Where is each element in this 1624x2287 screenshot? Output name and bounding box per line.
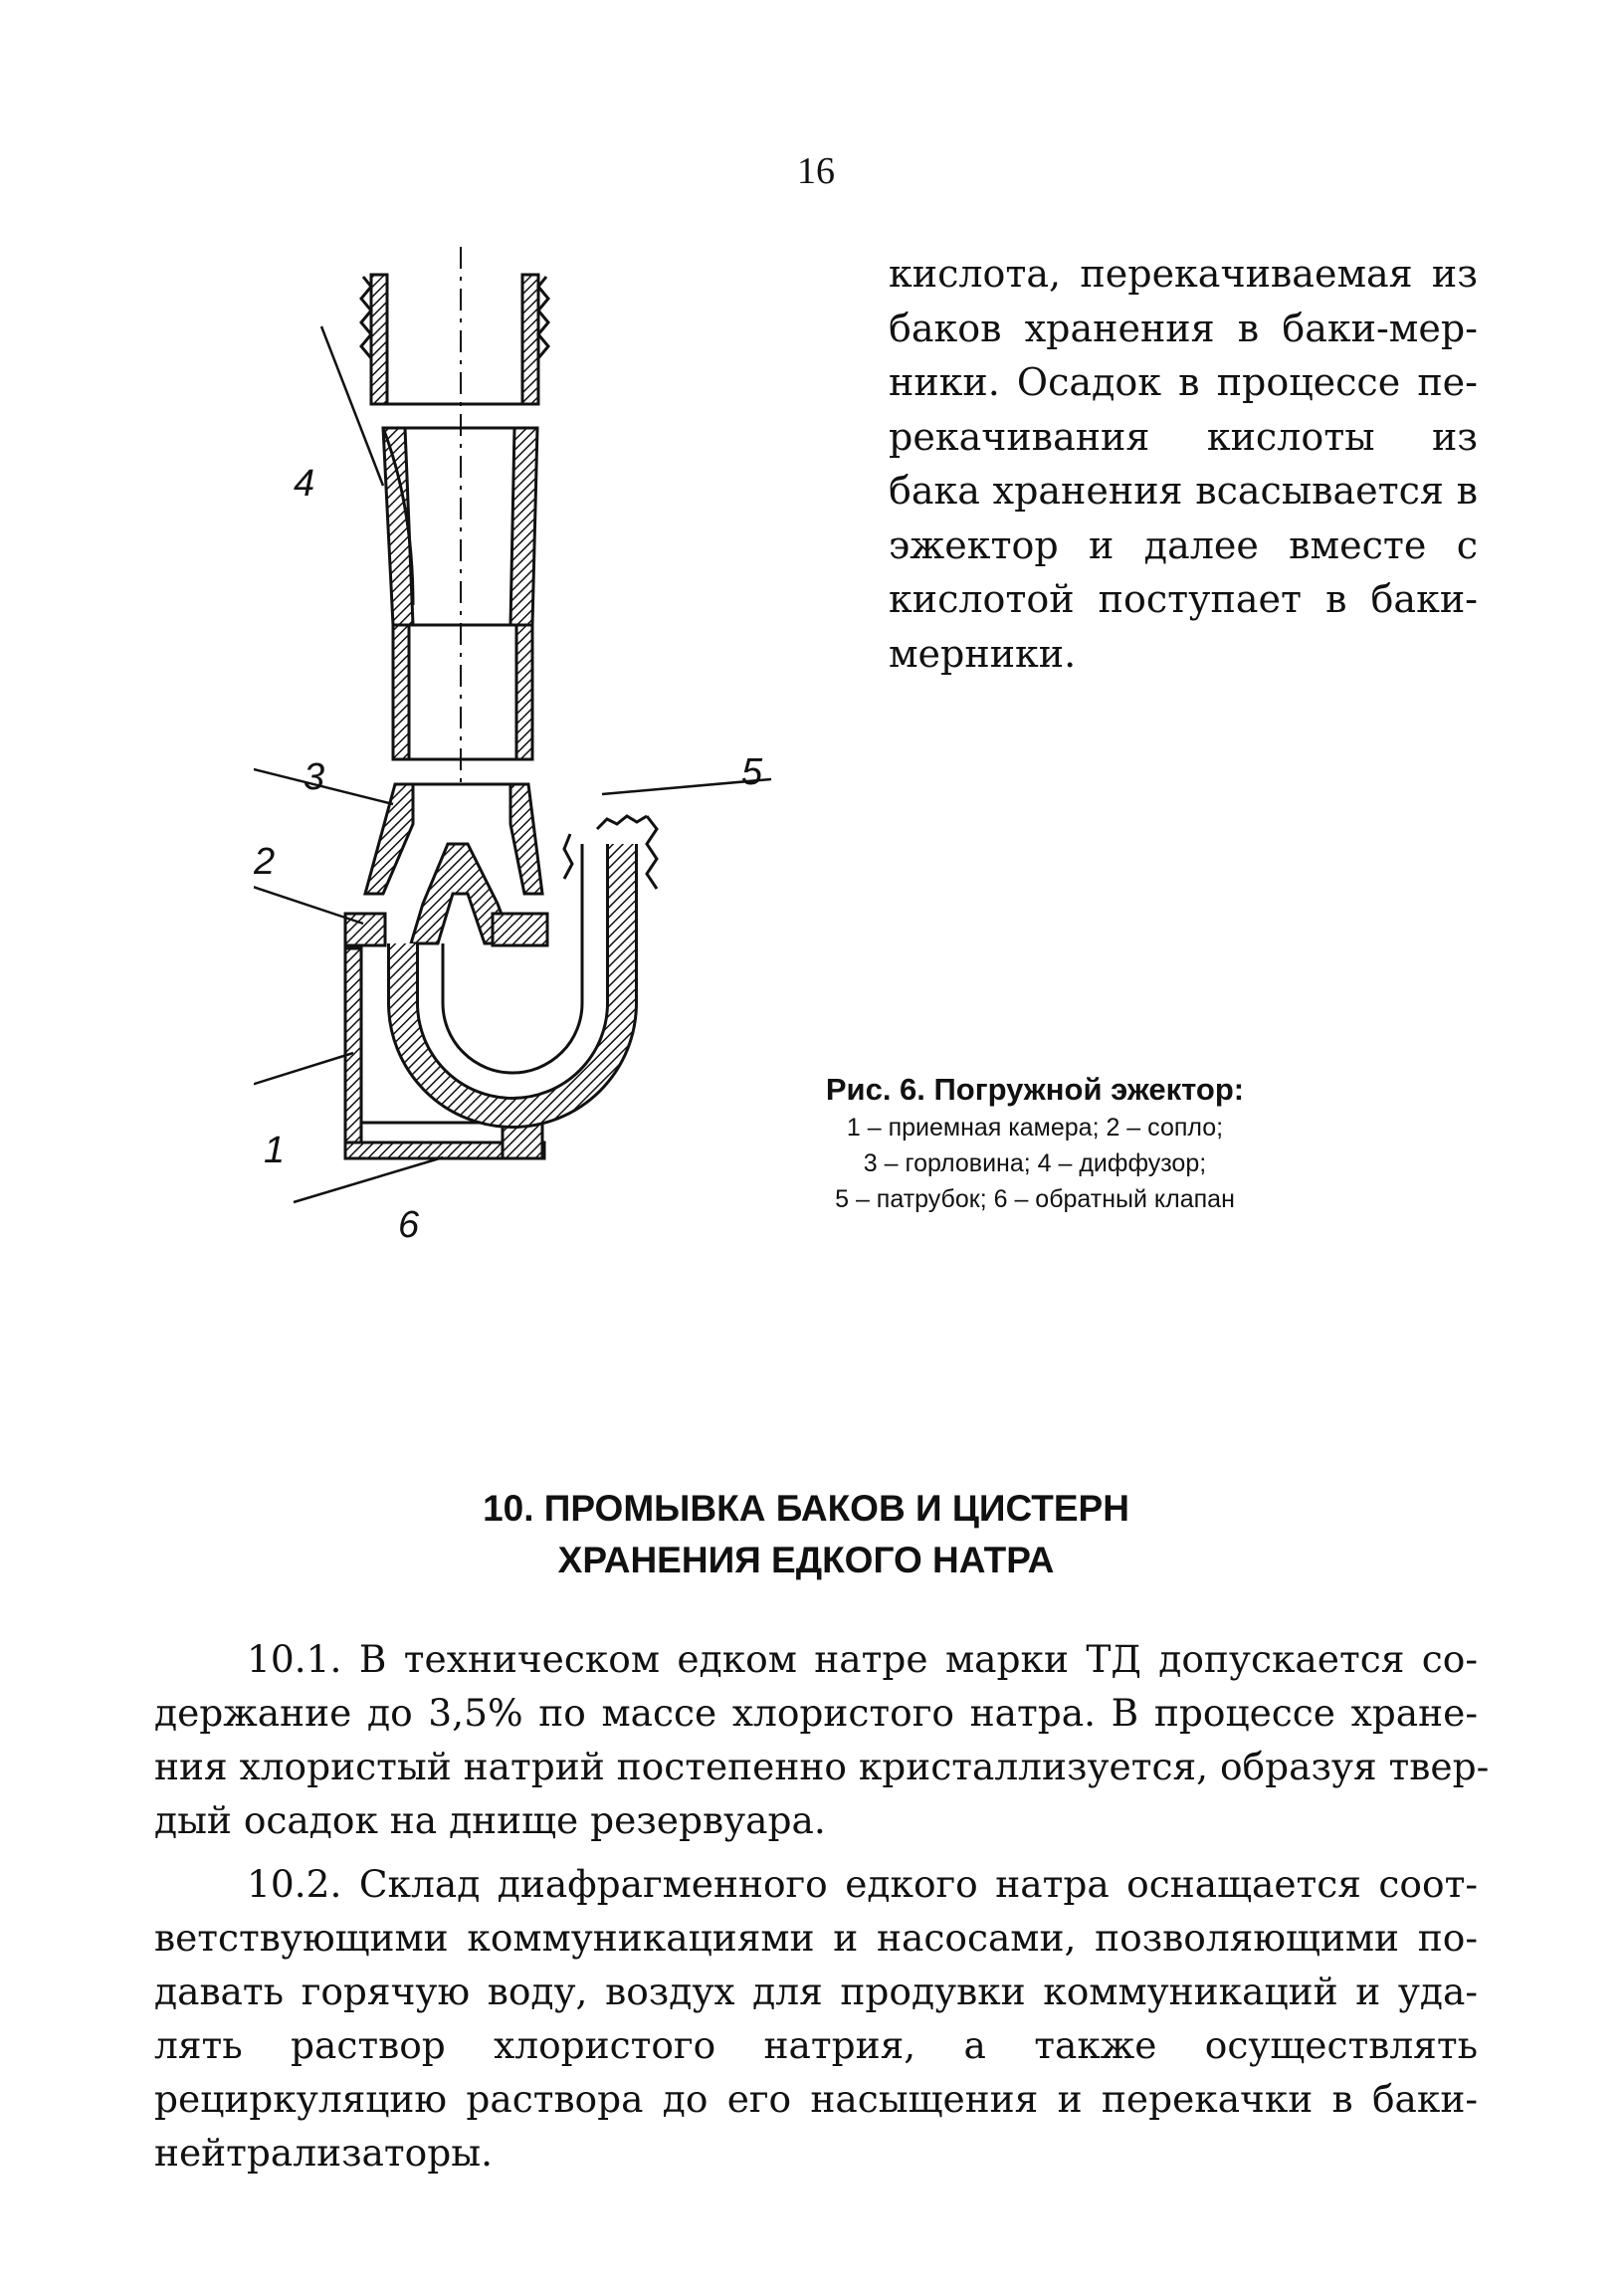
- paragraph-line: держание до 3,5% по массе хлористого натра. В процессе хране-: [154, 1691, 1478, 1735]
- figure-label-4: 4: [294, 463, 315, 505]
- paragraph-line: 10.1. В техническом едком натре марки ТД допускается со-: [247, 1637, 1478, 1681]
- caption-line: 1 – приемная камера; 2 – сопло;: [846, 1114, 1224, 1142]
- ejector-drawing: [254, 247, 831, 1242]
- paragraph-10-2: [154, 1857, 1478, 2180]
- page-number: 16: [797, 150, 835, 192]
- section-heading: [299, 1483, 1314, 1586]
- figure-caption: [776, 1070, 1294, 1217]
- section-heading-line: 10. ПРОМЫВКА БАКОВ И ЦИСТЕРН: [483, 1488, 1129, 1529]
- side-text: [889, 247, 1478, 681]
- paragraph-line: ния хлористый натрий постепенно кристаллизуется, образуя твер-: [154, 1745, 1490, 1788]
- figure-label-1: 1: [264, 1130, 286, 1171]
- ejector-figure: [254, 247, 831, 1242]
- caption-line: 3 – горловина; 4 – диффузор;: [863, 1149, 1207, 1177]
- caption-line: 5 – патрубок; 6 – обратный клапан: [835, 1185, 1235, 1213]
- body-text: [154, 1632, 1490, 2189]
- paragraph-line: рециркуляцию раствора до его насыщения и перекачки в баки-: [154, 2077, 1478, 2121]
- paragraph-line: лять раствор хлористого натрия, а также осуществлять: [154, 2023, 1478, 2067]
- caption-title: Рис. 6. Погружной эжектор:: [825, 1072, 1245, 1107]
- side-text-line: бака хранения всасывается в: [889, 469, 1478, 513]
- side-text-line: эжектор и далее вместе с: [889, 522, 1478, 567]
- side-text-line: мерники.: [889, 631, 1077, 676]
- figure-label-6: 6: [398, 1204, 420, 1242]
- paragraph-line: 10.2. Склад диафрагменного едкого натра оснащается соот-: [247, 1862, 1478, 1906]
- side-text-line: рекачивания кислоты из: [889, 414, 1478, 459]
- section-heading-line: ХРАНЕНИЯ ЕДКОГО НАТРА: [557, 1540, 1055, 1580]
- side-text-line: баков хранения в баки-мер-: [889, 306, 1478, 350]
- paragraph-line: нейтрализаторы.: [154, 2131, 494, 2175]
- paragraph-line: ветствующими коммуникациями и насосами, позволяющими по-: [154, 1916, 1478, 1960]
- side-text-line: ники. Осадок в процессе пе-: [889, 360, 1478, 404]
- throat-body: [345, 784, 547, 945]
- paragraph-10-1: [154, 1632, 1490, 1847]
- figure-label-3: 3: [304, 756, 325, 798]
- figure-label-5: 5: [741, 751, 763, 793]
- side-text-line: кислота, перекачиваемая из: [889, 252, 1478, 296]
- figure-label-2: 2: [254, 841, 276, 883]
- top-fitting: [361, 275, 548, 404]
- side-text-line: кислотой поступает в баки-: [889, 577, 1478, 621]
- paragraph-line: давать горячую воду, воздух для продувки коммуникаций и уда-: [154, 1970, 1478, 2013]
- paragraph-line: дый осадок на днище резервуара.: [154, 1798, 826, 1842]
